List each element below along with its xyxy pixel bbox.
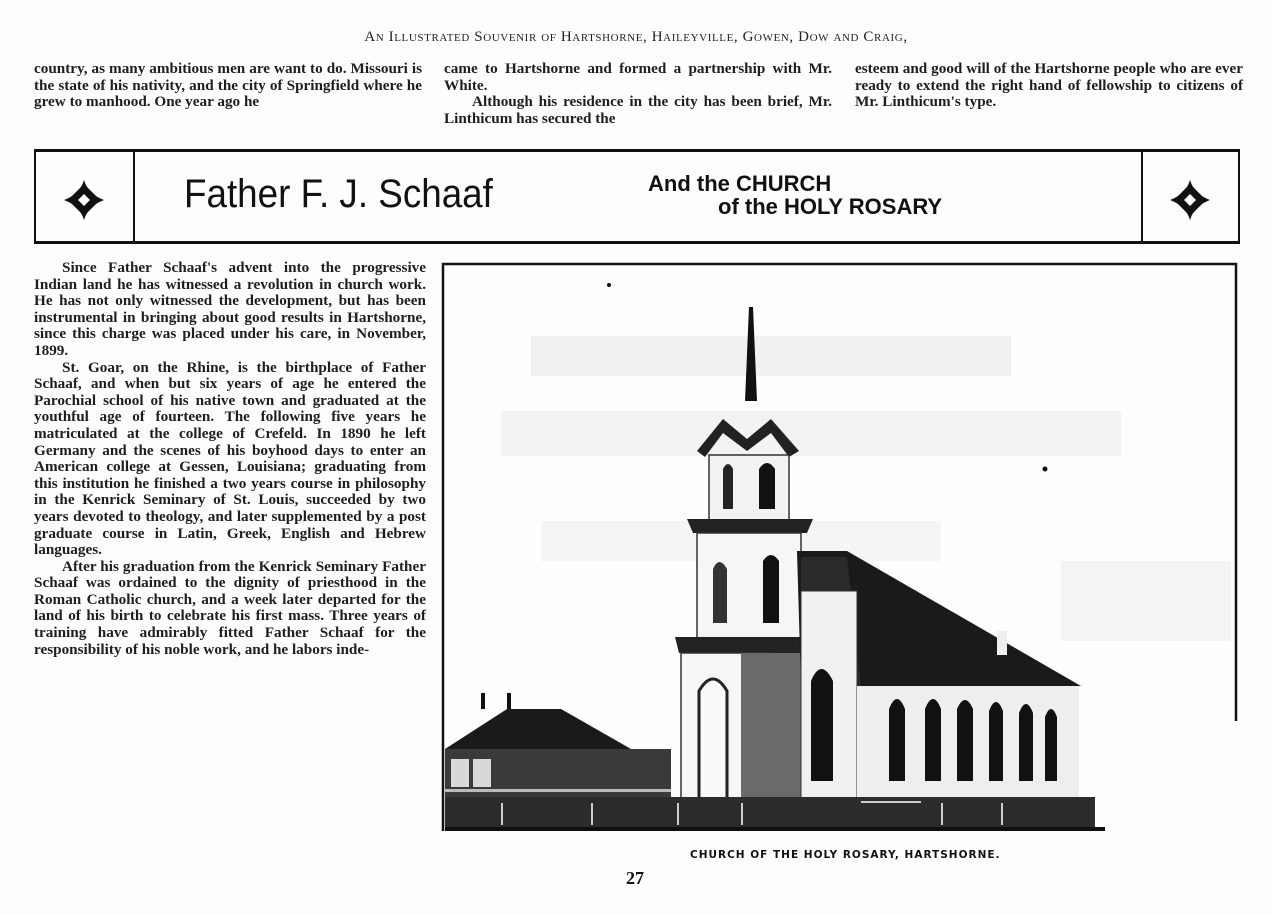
article-title-banner [34, 149, 1240, 244]
top-column-3 [855, 61, 1243, 111]
article-paragraph: After his graduation from the Kenrick Seminary Father Schaaf was ordained to the dignity of priesthood in the Roman Catholic church, and a week later departed for the land of his birth to celebrate his first mass. Three years of training have admirably fitted Father Schaaf for the responsibility of his noble work, and he labors inde- [34, 557, 426, 658]
top-column-2-paragraph: came to Hartshorne and formed a partnership with Mr. White. [444, 60, 832, 94]
ornament-star-icon [1168, 178, 1212, 222]
top-column-2-paragraph: Although his residence in the city has been brief, Mr. Linthicum has secured the [444, 93, 832, 127]
banner-divider [1141, 152, 1143, 241]
ornament-star-icon [62, 178, 106, 222]
article-subtitle [648, 172, 942, 218]
subtitle-line-2: of the HOLY ROSARY [718, 194, 943, 219]
running-head: An Illustrated Souvenir of Hartshorne, Haileyville, Gowen, Dow and Craig, [364, 29, 908, 45]
banner-divider [133, 152, 135, 241]
top-column-1 [34, 61, 422, 111]
top-column-1-text: country, as many ambitious men are want to do. Missouri is the state of his nativity, and the city of Springfield where he grew to manhood. One year ago he [34, 60, 422, 111]
article-paragraph: St. Goar, on the Rhine, is the birthplace of Father Schaaf, and when but six years of age he entered the Parochial school of his native town and graduated at the youthful age of fourteen. The following five years he matriculated at the college of Crefeld. In 1890 he left Germany and the scenes of his boyhood days to enter an American college at Gessen, Louisiana; graduating from this institution he finished a two years course in philosophy in the Kenrick Seminary of St. Louis, succeeded by two years devoted to theology, and later supplemented by a post graduate course in Latin, Greek, English and Hebrew languages. [34, 358, 426, 559]
subtitle-line-1: And the CHURCH [648, 171, 832, 196]
photo-caption: CHURCH OF THE HOLY ROSARY, HARTSHORNE. [690, 849, 1001, 861]
article-body [34, 260, 426, 658]
article-title: Father F. J. Schaaf [184, 172, 493, 216]
article-paragraph: Since Father Schaaf's advent into the progressive Indian land he has witnessed a revolution in church work. He has not only witnessed the development, but has been instrumental in bringing about good results in Hartshorne, since this charge was placed under his care, in November, 1899. [34, 259, 426, 359]
fence [445, 797, 1105, 831]
top-column-3-text: esteem and good will of the Hartshorne people who are ever ready to extend the right hand of fellowship to citizens of Mr. Linthicum's type. [855, 60, 1243, 111]
top-column-2 [444, 61, 832, 127]
page-number: 27 [626, 868, 644, 888]
church-photo [441, 261, 1238, 831]
